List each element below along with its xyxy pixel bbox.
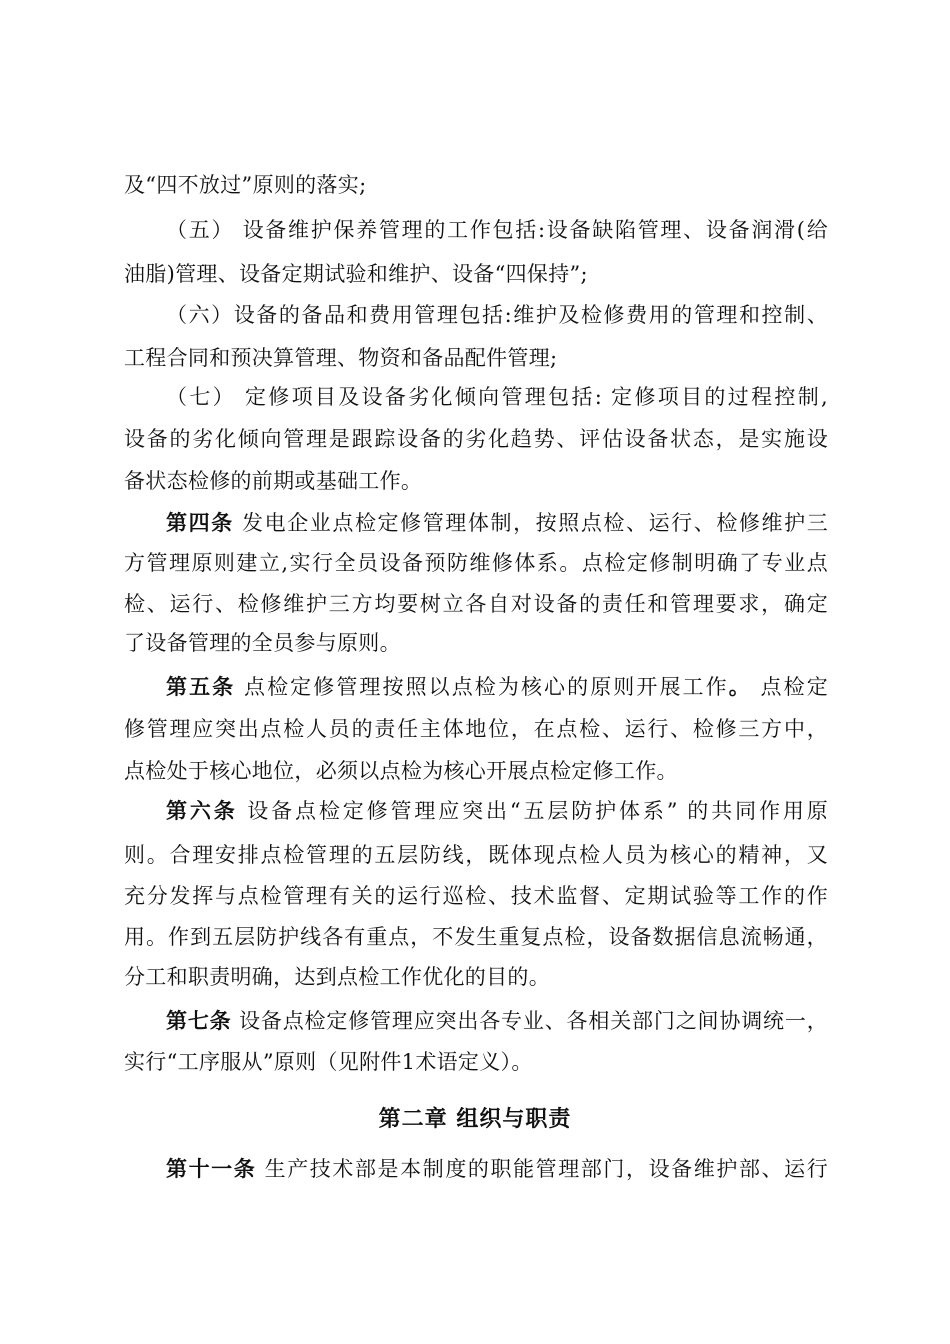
text-line: 分工和职责明确，达到点检工作优化的目的。 <box>124 965 550 989</box>
text-line: 备状态检修的前期或基础工作。 <box>124 469 423 493</box>
text-line: 修管理应突出点检人员的责任主体地位，在点检、运行、检修三方中， <box>124 717 828 741</box>
text-line: （五） 设备维护保养管理的工作包括:设备缺陷管理、设备润滑(给 <box>166 218 828 242</box>
text-line: 实行“工序服从”原则（见附件1术语定义）。 <box>124 1050 533 1074</box>
text-line: 工程合同和预决算管理、物资和备品配件管理; <box>124 346 558 370</box>
text-line: 油脂)管理、设备定期试验和维护、设备“四保持”; <box>124 262 588 286</box>
text-line: 及“四不放过”原则的落实; <box>124 173 367 197</box>
article-label: 第七条 <box>166 1008 232 1033</box>
chapter-heading: 第二章 组织与职责 <box>378 1106 572 1132</box>
article-label: 第四条 <box>166 510 234 535</box>
text-line: 点检处于核心地位，必须以点检为核心开展点检定修工作。 <box>124 759 678 783</box>
article-label: 第五条 <box>166 674 236 699</box>
text-line: （七） 定修项目及设备劣化倾向管理包括: 定修项目的过程控制, <box>166 385 828 409</box>
article-4: 第四条 发电企业点检定修管理体制，按照点检、运行、检修维护三 <box>166 510 828 535</box>
text-line: 了设备管理的全员参与原则。 <box>124 631 401 655</box>
text-line: 方管理原则建立,实行全员设备预防维修体系。点检定修制明确了专业点 <box>124 551 828 575</box>
text-line: 用。作到五层防护线各有重点，不发生重复点检，设备数据信息流畅通， <box>124 925 828 949</box>
article-6: 第六条 设备点检定修管理应突出“五层防护体系” 的共同作用原 <box>166 798 828 823</box>
text-line: 充分发挥与点检管理有关的运行巡检、技术监督、定期试验等工作的作 <box>124 884 828 908</box>
article-11: 第十一条 生产技术部是本制度的职能管理部门，设备维护部、运行 <box>166 1156 828 1181</box>
article-label: 第十一条 <box>166 1156 257 1181</box>
text-line: （六）设备的备品和费用管理包括:维护及检修费用的管理和控制、 <box>166 303 828 327</box>
article-7: 第七条 设备点检定修管理应突出各专业、各相关部门之间协调统一， <box>166 1008 829 1033</box>
text-line: 则。合理安排点检管理的五层防线，既体现点检人员为核心的精神，又 <box>124 843 828 867</box>
article-5: 第五条 点检定修管理按照以点检为核心的原则开展工作。 点检定 <box>166 674 828 699</box>
article-label: 第六条 <box>166 798 238 823</box>
text-line: 检、运行、检修维护三方均要树立各自对设备的责任和管理要求，确定 <box>124 592 828 616</box>
text-line: 设备的劣化倾向管理是跟踪设备的劣化趋势、评估设备状态，是实施设 <box>124 427 828 451</box>
